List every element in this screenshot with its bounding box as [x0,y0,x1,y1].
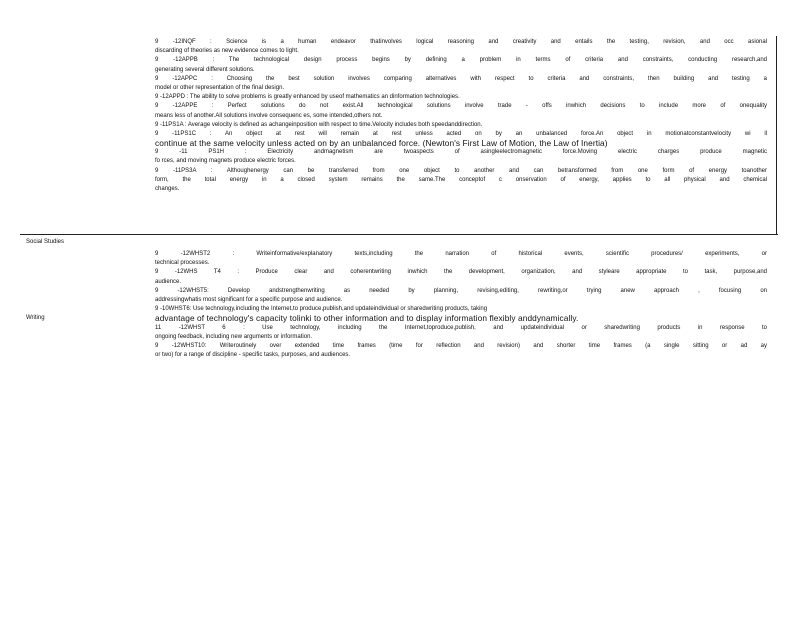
science-standard-line: 9 -12APPC : Choosing the best solution involves comparing alternatives with respect to criteria and constraints, then building and testing a [155,75,767,82]
writing-standard-line: or two) for a range of discipline - specific tasks, purposes, and audiences. [155,352,351,359]
science-standard-line: means less of another.All solutions involve consequenc es, some intended,others not. [155,112,383,119]
science-standard-line: continue at the same velocity unless acted on by an unbalanced force. (Newton's First Law of Motion, the Law of Inertia) [155,139,608,149]
science-standard-line: 9 -12APPB : The technological design process begins by defining a problem in terms of criteria and constraints, conducting research,and [155,57,767,64]
writing-standard-line: ongoing feedback, including new arguments or information. [155,333,313,340]
science-standard-line: 9 -11PS1C : An object at rest will remain at rest unless acted on by an unbalanced force.An object in motionatconstantvelocity wi ll [155,130,767,137]
science-standards-block [155,38,767,194]
science-standard-line: generating several different solutions. [155,66,255,73]
science-standard-line: form, the total energy in a closed system remains the same.The conceptof c onservation of energy, applies to all physical and chemical [155,176,767,183]
science-standard-line: 9 -12APPD : The ability to solve problems is greatly enhanced by useof mathematics an dinformation technologies. [155,94,460,101]
row-divider [20,234,778,235]
writing-standards-block [155,250,767,360]
writing-standard-line: 11 -12WHST 6 : Use technology, including the Internet,toproduce,publish, and updateindividual or sharedwriting products in response to [155,324,767,331]
section-label-social-studies: Social Studies [26,239,65,245]
writing-standard-line: 9 -12WHST5: Develop andstrengthenwriting as needed by planning, revising,editing, rewriting,or trying anew approach , focusing on [155,287,767,294]
writing-standard-line: audience. [155,278,182,285]
writing-standard-line: 9 -12WHST2 : Writeinformative/explanatory texts,including the narration of historical events, scientific procedures/ experiments, or [155,251,767,257]
writing-standard-line: 9 -12WHS T4 : Produce clear and coherentwriting inwhich the development, organization, and styleare appropriate to task, purpose,and [155,269,767,276]
science-standard-line: 9 -11PS3A : Althoughenergy can be transferred from one object to another and can betransformed from one form of energy toanother [155,167,767,174]
science-standard-line: 9 -11 PS1H : Electricity andmagnetism are twoaspects of asingleelectromagnetic force.Moving electric charges produce magnetic [155,149,767,156]
science-standard-line: discarding of theories as new evidence comes to light. [155,48,299,55]
science-standard-line: 9 -11PS1A : Average velocity is defined as achangeinposition with respect to time.Velocity includes both speedanddirection. [155,121,483,128]
section-label-writing: Writing [26,315,45,321]
science-standard-line: model or other representation of the final design. [155,84,285,91]
column-divider-right [776,36,777,234]
writing-standard-line: 9 -10WHST6: Use technology,including the Internet,to produce,publish,and updateindividual or sharedwriting products, taking [155,306,488,313]
writing-standard-line: addressingwhatis most significant for a specific purpose and audience. [155,296,343,303]
writing-standard-line: technical processes. [155,260,210,267]
science-standard-line: changes. [155,186,180,192]
science-standard-line: 9 -12INQF : Science is a human endeavor thatinvolves logical reasoning and creativity and entails the testing, revision, and occ asional [155,39,767,45]
writing-standard-line: advantage of technology's capacity tolinki to other information and to display information flexibly anddynamically. [155,314,579,324]
science-standard-line: fo rces, and moving magnets produce electric forces. [155,158,296,165]
science-standard-line: 9 -12APPE : Perfect solutions do not exist.All technological solutions involve trade - offs inwhich decisions to include more of onequality [155,103,767,110]
writing-standard-line: 9 -12WHST10: Writeroutinely over extended time frames (time for reflection and revision) and shorter time frames (a single sitting or ad ay [155,342,767,349]
